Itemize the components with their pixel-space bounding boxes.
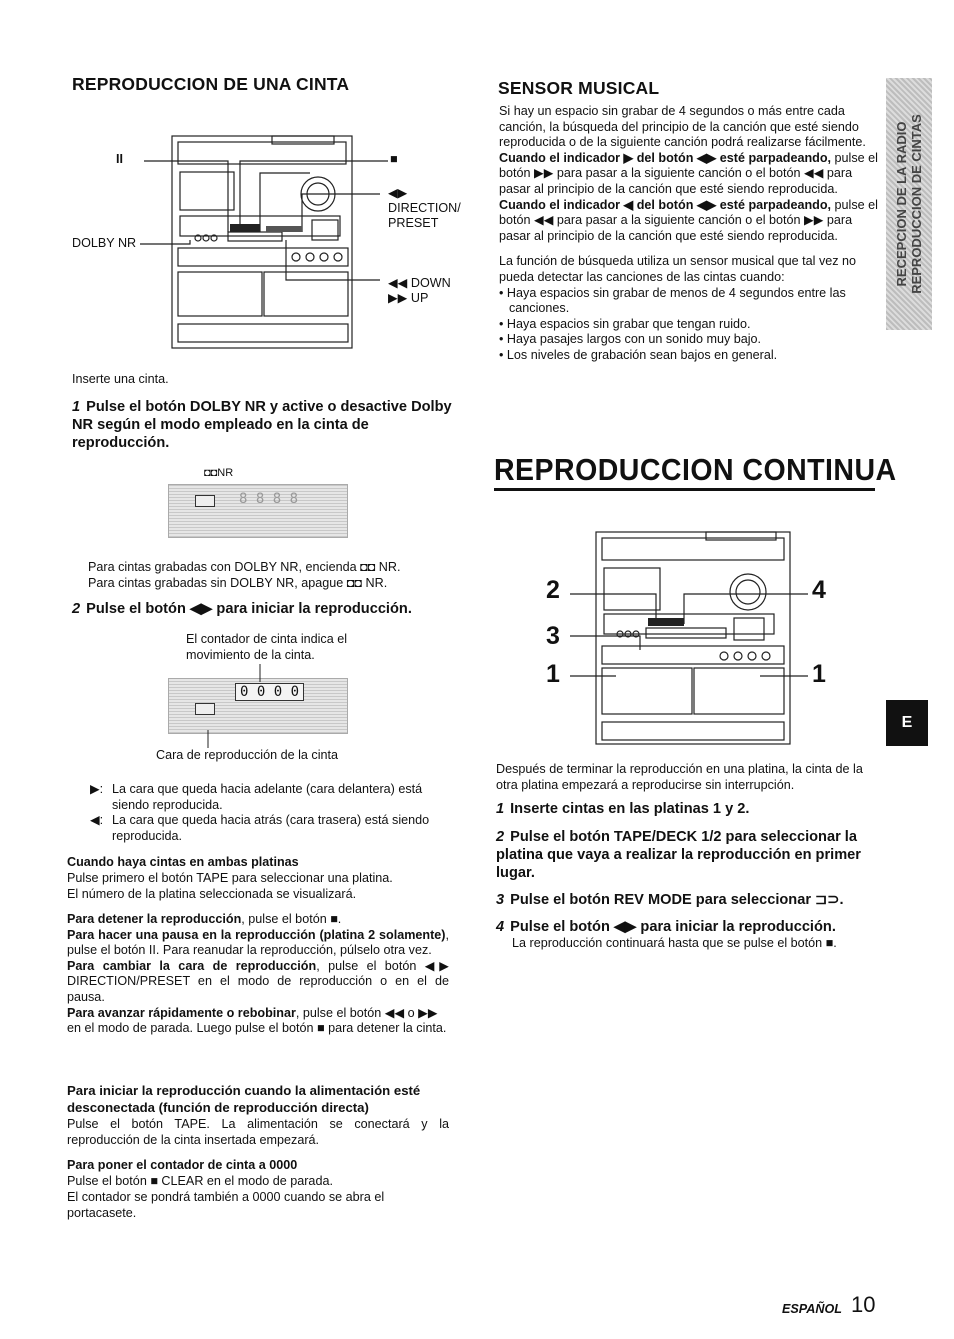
heading-rule	[494, 488, 875, 491]
step-number: 1	[72, 399, 81, 415]
direct-play-heading: Para iniciar la reproducción cuando la alimentación esté desconectada (función de reproducción directa)	[67, 1083, 421, 1115]
continuous-heading: REPRODUCCION CONTINUA	[494, 452, 897, 487]
cont-step-1: 1 Inserte cintas en las platinas 1 y 2.	[496, 801, 750, 817]
side-section-tab	[886, 78, 932, 330]
label-direction: DIRECTION/	[388, 201, 461, 215]
list-item: • Haya espacios sin grabar que tengan ruido.	[499, 317, 879, 333]
reset-heading: Para poner el contador de cinta a 0000	[67, 1158, 298, 1172]
forward-symbol: ▶:	[90, 782, 104, 796]
continuous-steps	[496, 800, 881, 952]
dnr-label: ◘◘NR	[204, 467, 234, 479]
both-decks-1: Pulse primero el botón TAPE para seleccionar una platina.	[67, 871, 393, 885]
callout-1-right: 1	[812, 660, 826, 688]
direct-play-text: Pulse el botón TAPE. La alimentación se conectará y la reproducción de la cinta insertada empezará.	[67, 1117, 449, 1147]
counter-leader-lines	[200, 664, 270, 750]
section-heading-music-sensor: SENSOR MUSICAL	[498, 78, 660, 98]
cont-step-4-note: La reproducción continuará hasta que se pulse el botón ■.	[512, 936, 837, 950]
controls-paragraphs	[67, 912, 449, 1037]
both-decks-2: El número de la platina seleccionada se visualizará.	[67, 887, 357, 901]
intro-text: Si hay un espacio sin grabar de 4 segundos o más entre cada canción, la búsqueda del principio de la canción que esté siendo reproducida o de la siguiente canción podrá realizarse fácilmente.	[499, 104, 866, 150]
callout-4: 4	[812, 576, 826, 604]
label-pause: II	[116, 152, 123, 166]
callout-3: 3	[546, 622, 560, 650]
page-number: 10	[851, 1292, 876, 1317]
counter-note-1: El contador de cinta indica el	[186, 632, 348, 646]
change-side-para: Para cambiar la cara de reproducción, pulse el botón ◀▶ DIRECTION/PRESET en el modo de reproducción o en el de pausa.	[67, 958, 449, 1004]
footer-language: ESPAÑOL	[782, 1302, 842, 1316]
side-caption: Cara de reproducción de la cinta	[156, 748, 339, 762]
list-item: • Los niveles de grabación sean bajos en general.	[499, 348, 879, 364]
both-decks-heading: Cuando haya cintas en ambas platinas	[67, 855, 299, 869]
dolby-on-text: Para cintas grabadas con DOLBY NR, encienda ◘◘ NR.	[88, 560, 401, 574]
condition-1: Cuando el indicador ▶ del botón ◀▶ esté parpadeando, pulse el botón ▶▶ para pasar a la siguiente canción o el botón ◀◀ para pasar al principio de la canción que esté siendo reproducida.	[499, 150, 878, 196]
side-tab-text: RECEPCION DE LA RADIO REPRODUCCION DE CINTAS	[894, 114, 924, 294]
section-heading-single-tape: REPRODUCCION DE UNA CINTA	[72, 74, 350, 94]
ff-rew-para: Para avanzar rápidamente o rebobinar, pulse el botón ◀◀ o ▶▶ en el modo de parada. Luego pulse el botón ■ para detener la cinta.	[67, 1005, 447, 1036]
music-sensor-body	[499, 104, 879, 364]
stereo-diagram-continuous	[560, 526, 830, 748]
cont-step-3: 3 Pulse el botón REV MODE para seleccionar ⊐⊃.	[496, 892, 844, 908]
list-item: • Haya pasajes largos con un sonido muy bajo.	[499, 332, 879, 348]
limit-text: La función de búsqueda utiliza un sensor musical que tal vez no pueda detectar las canciones de las cintas cuando:	[499, 254, 857, 284]
reverse-text: La cara que queda hacia atrás (cara trasera) está siendo reproducida.	[112, 813, 430, 843]
callout-1-left: 1	[546, 660, 560, 688]
reverse-symbol: ◀:	[90, 813, 104, 827]
label-stop: ■	[390, 152, 398, 166]
label-down: ◀◀ DOWN	[388, 276, 451, 290]
label-dolby-nr: DOLBY NR	[72, 236, 137, 250]
callout-2: 2	[546, 576, 560, 604]
lcd-ghost-digits: 8 8 8 8	[239, 491, 299, 507]
step-number: 2	[72, 601, 81, 617]
language-tab: E	[886, 700, 928, 746]
dolby-off-text: Para cintas grabadas sin DOLBY NR, apague ◘◘ NR.	[88, 576, 388, 590]
step-text: Pulse el botón ◀▶ para iniciar la reproducción.	[86, 601, 412, 617]
cont-step-4: 4 Pulse el botón ◀▶ para iniciar la reproducción.	[496, 919, 836, 935]
limit-list	[499, 286, 879, 364]
pause-para: Para hacer una pausa en la reproducción (platina 2 solamente), pulse el botón II. Para reanudar la reproducción, púlselo otra vez.	[67, 927, 449, 958]
counter-note-2: movimiento de la cinta.	[186, 648, 315, 662]
step-text: Pulse el botón DOLBY NR y active o desactive Dolby NR según el modo empleado en la cinta de reproducción.	[72, 399, 452, 451]
display-dolby-lcd	[168, 484, 348, 538]
label-preset: PRESET	[388, 216, 439, 230]
step-1-dolby	[72, 398, 456, 452]
step-2-play	[72, 600, 412, 618]
after-text: Después de terminar la reproducción en una platina, la cinta de la otra platina empezará a reproducirse sin interrupción.	[496, 762, 863, 792]
reset-1: Pulse el botón ■ CLEAR en el modo de parada.	[67, 1174, 333, 1188]
insert-tape-text: Inserte una cinta.	[72, 372, 169, 386]
list-item: • Haya espacios sin grabar de menos de 4 segundos entre las canciones.	[499, 286, 879, 317]
label-play-direction: ◀▶	[388, 186, 408, 200]
cont-step-2: 2 Pulse el botón TAPE/DECK 1/2 para seleccionar la platina que vaya a realizar la reproducción en primer lugar.	[496, 829, 861, 881]
condition-2: Cuando el indicador ◀ del botón ◀▶ esté parpadeando, pulse el botón ◀◀ para pasar a la siguiente canción o el botón ▶▶ para pasar al principio de la canción que esté siendo reproducida.	[499, 197, 878, 243]
forward-text: La cara que queda hacia adelante (cara delantera) está siendo reproducida.	[112, 782, 423, 812]
label-up: ▶▶ UP	[388, 291, 429, 305]
reset-2: El contador se pondrá también a 0000 cuando se abra el portacasete.	[67, 1190, 385, 1220]
stop-para: Para detener la reproducción, pulse el botón ■.	[67, 912, 342, 926]
dolby-indicator-icon	[195, 495, 215, 507]
tape-counter: 0 0 0 0	[235, 683, 304, 701]
